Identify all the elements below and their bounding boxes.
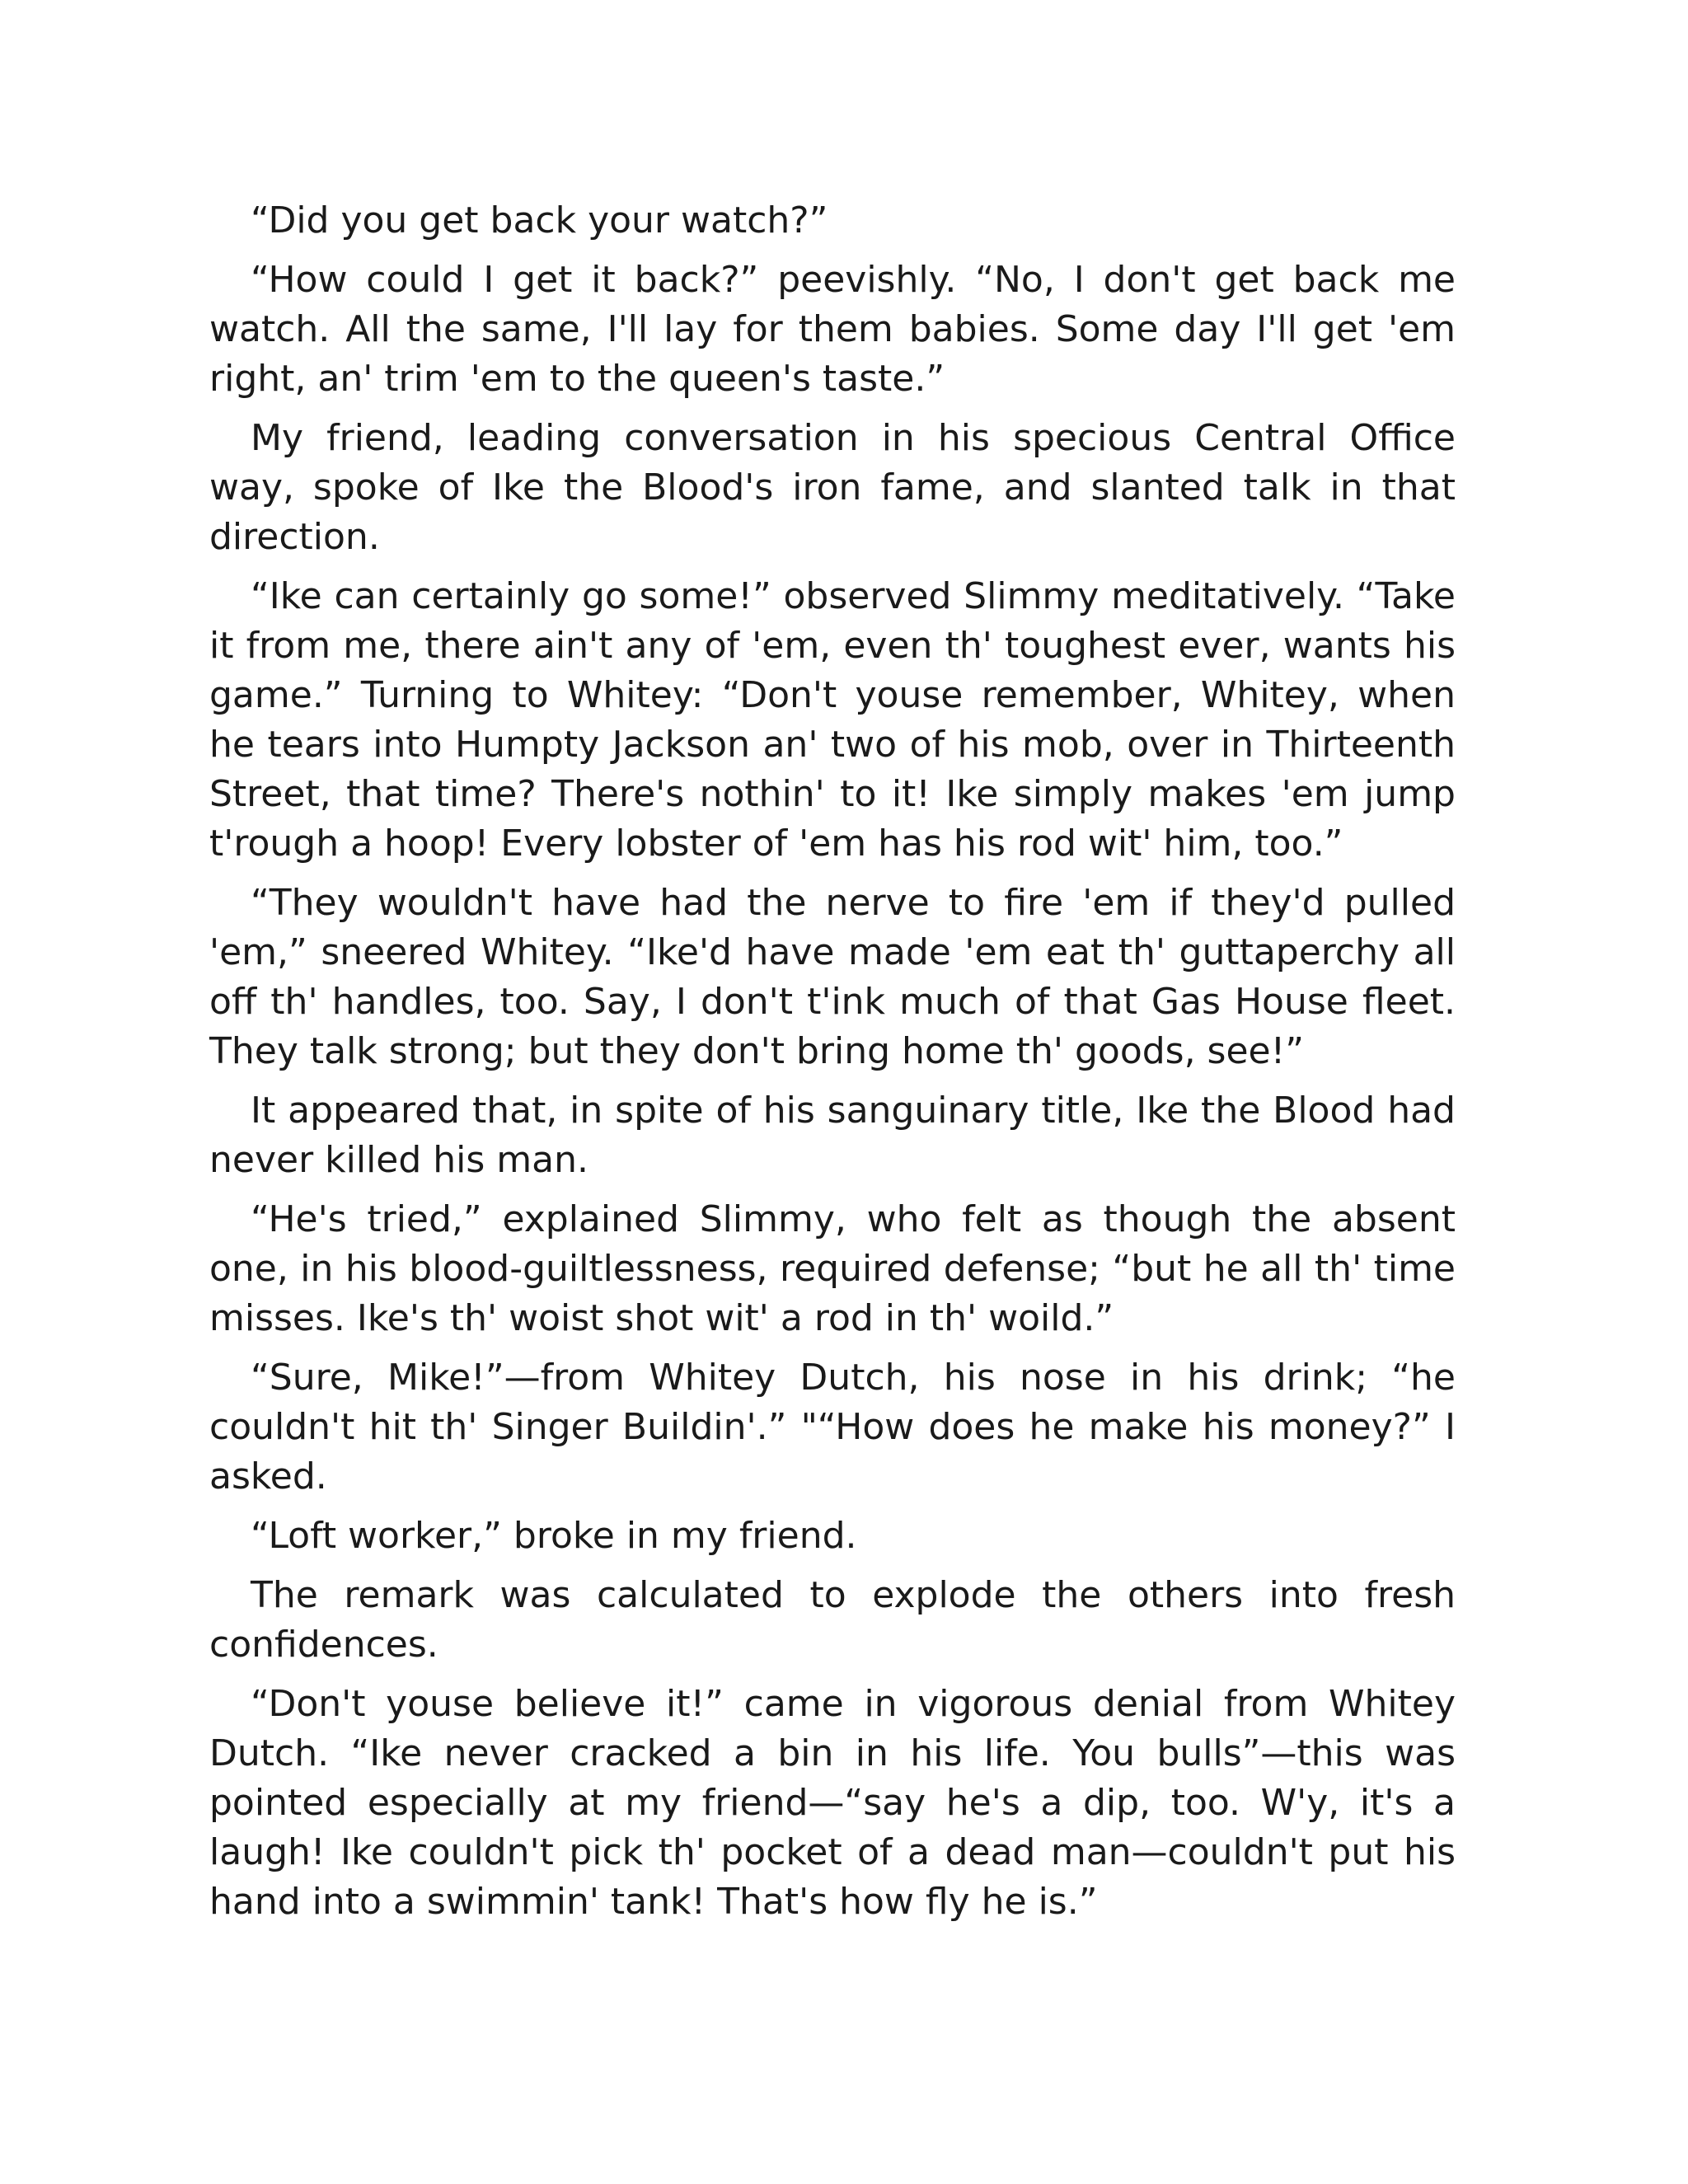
paragraph-1: “Did you get back your watch?” [251,199,828,241]
paragraph-5: “They wouldn't have had the nerve to fire 'em if they'd pulled 'em,” sneered Whitey. “Ike'd have made 'em eat th' guttaperchy all off th' handles, too. Say, I don't t'ink much of that Gas House fleet. They talk strong; but they don't bring home th' goods, see!” [209,882,1456,1072]
paragraph-10: The remark was calculated to explode the others into fresh confidences. [209,1574,1456,1666]
paragraph-6: It appeared that, in spite of his sanguinary title, Ike the Blood had never killed his man. [209,1090,1456,1181]
paragraph-9: “Loft worker,” broke in my friend. [251,1515,857,1557]
paragraph-4: “Ike can certainly go some!” observed Slimmy meditatively. “Take it from me, there ain't any of 'em, even th' toughest ever, wants his game.” Turning to Whitey: “Don't youse remember, Whitey, when he tears into Humpty Jackson an' two of his mob, over in Thirteenth Street, that time? There's nothin' to it! Ike simply makes 'em jump t'rough a hoop! Every lobster of 'em has his rod wit' him, too.” [209,575,1456,865]
paragraph-3: My friend, leading conversation in his specious Central Office way, spoke of Ike the Blood's iron fame, and slanted talk in that direction. [209,417,1456,558]
paragraph-2: “How could I get it back?” peevishly. “No, I don't get back me watch. All the same, I'll lay for them babies. Some day I'll get 'em right, an' trim 'em to the queen's taste.” [209,259,1456,400]
paragraph-8: “Sure, Mike!”—from Whitey Dutch, his nose in his drink; “he couldn't hit th' Singer Buildin'.” "“How does he make his money?” I asked. [209,1357,1456,1497]
paragraph-7: “He's tried,” explained Slimmy, who felt as though the absent one, in his blood-guiltlessness, required defense; “but he all th' time misses. Ike's th' woist shot wit' a rod in th' woild.” [209,1198,1456,1339]
page-body [209,196,1456,1937]
paragraph-11: “Don't youse believe it!” came in vigorous denial from Whitey Dutch. “Ike never cracked a bin in his life. You bulls”—this was pointed especially at my friend—“say he's a dip, too. W'y, it's a laugh! Ike couldn't pick th' pocket of a dead man—couldn't put his hand into a swimmin' tank! That's how fly he is.” [209,1683,1456,1923]
